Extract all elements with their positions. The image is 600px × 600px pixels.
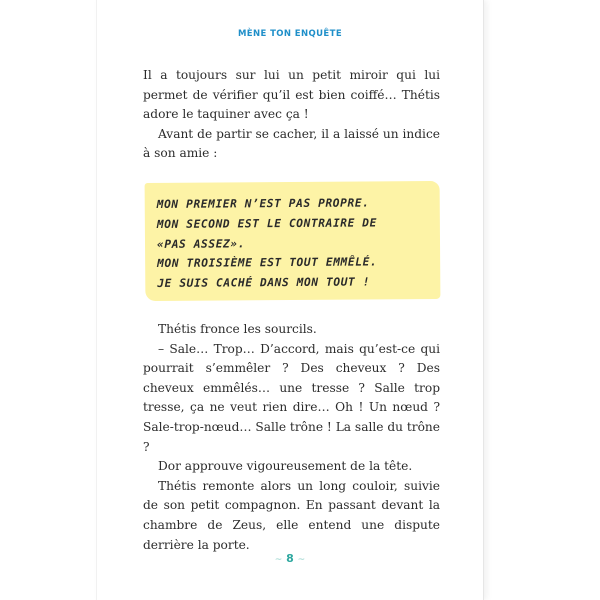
paragraph: Thétis remonte alors un long couloir, suivie de son petit compagnon. En passant devant la chambre de Zeus, elle entend une dispute derrière la porte.	[143, 478, 440, 552]
paragraph: Il a toujours sur lui un petit miroir qui lui permet de vérifier qu’il est bien coiffé… Thétis adore le taquiner avec ça !	[143, 68, 440, 122]
riddle-line: MON SECOND EST LE CONTRAIRE DE	[156, 216, 377, 231]
book-page	[96, 0, 484, 600]
riddle-line: «PAS ASSEZ».	[156, 236, 246, 251]
paragraph: – Sale… Trop… D’accord, mais qu’est-ce qui pourrait s’emmêler ? Des cheveux ? Des cheveux emmêlés… une tresse ? Salle trop tresse, ça ne veut rien dire… Oh ! Un nœud ? Sale-trop-nœud… Salle trône ! La salle du trône ?	[143, 341, 440, 454]
page-number	[97, 552, 483, 565]
paragraph: Avant de partir se cacher, il a laissé un indice à son amie :	[143, 126, 440, 161]
body-text-top	[143, 66, 440, 164]
folio-ornament-left: ~	[274, 555, 283, 565]
body-text-bottom	[143, 320, 440, 555]
page-number-value: 8	[286, 552, 294, 565]
paragraph: Thétis fronce les sourcils.	[158, 322, 317, 336]
riddle-text	[157, 193, 435, 294]
paragraph: Dor approuve vigoureusement de la tête.	[158, 459, 413, 474]
running-title: MÈNE TON ENQUÊTE	[237, 29, 343, 39]
riddle-line: MON PREMIER N’EST PAS PROPRE.	[156, 196, 370, 211]
riddle-line: JE SUIS CACHÉ DANS MON TOUT !	[157, 275, 371, 291]
riddle-box	[145, 181, 441, 301]
riddle-line: MON TROISIÈME EST TOUT EMMÊLÉ.	[157, 255, 378, 271]
folio-ornament-right: ~	[297, 555, 306, 565]
